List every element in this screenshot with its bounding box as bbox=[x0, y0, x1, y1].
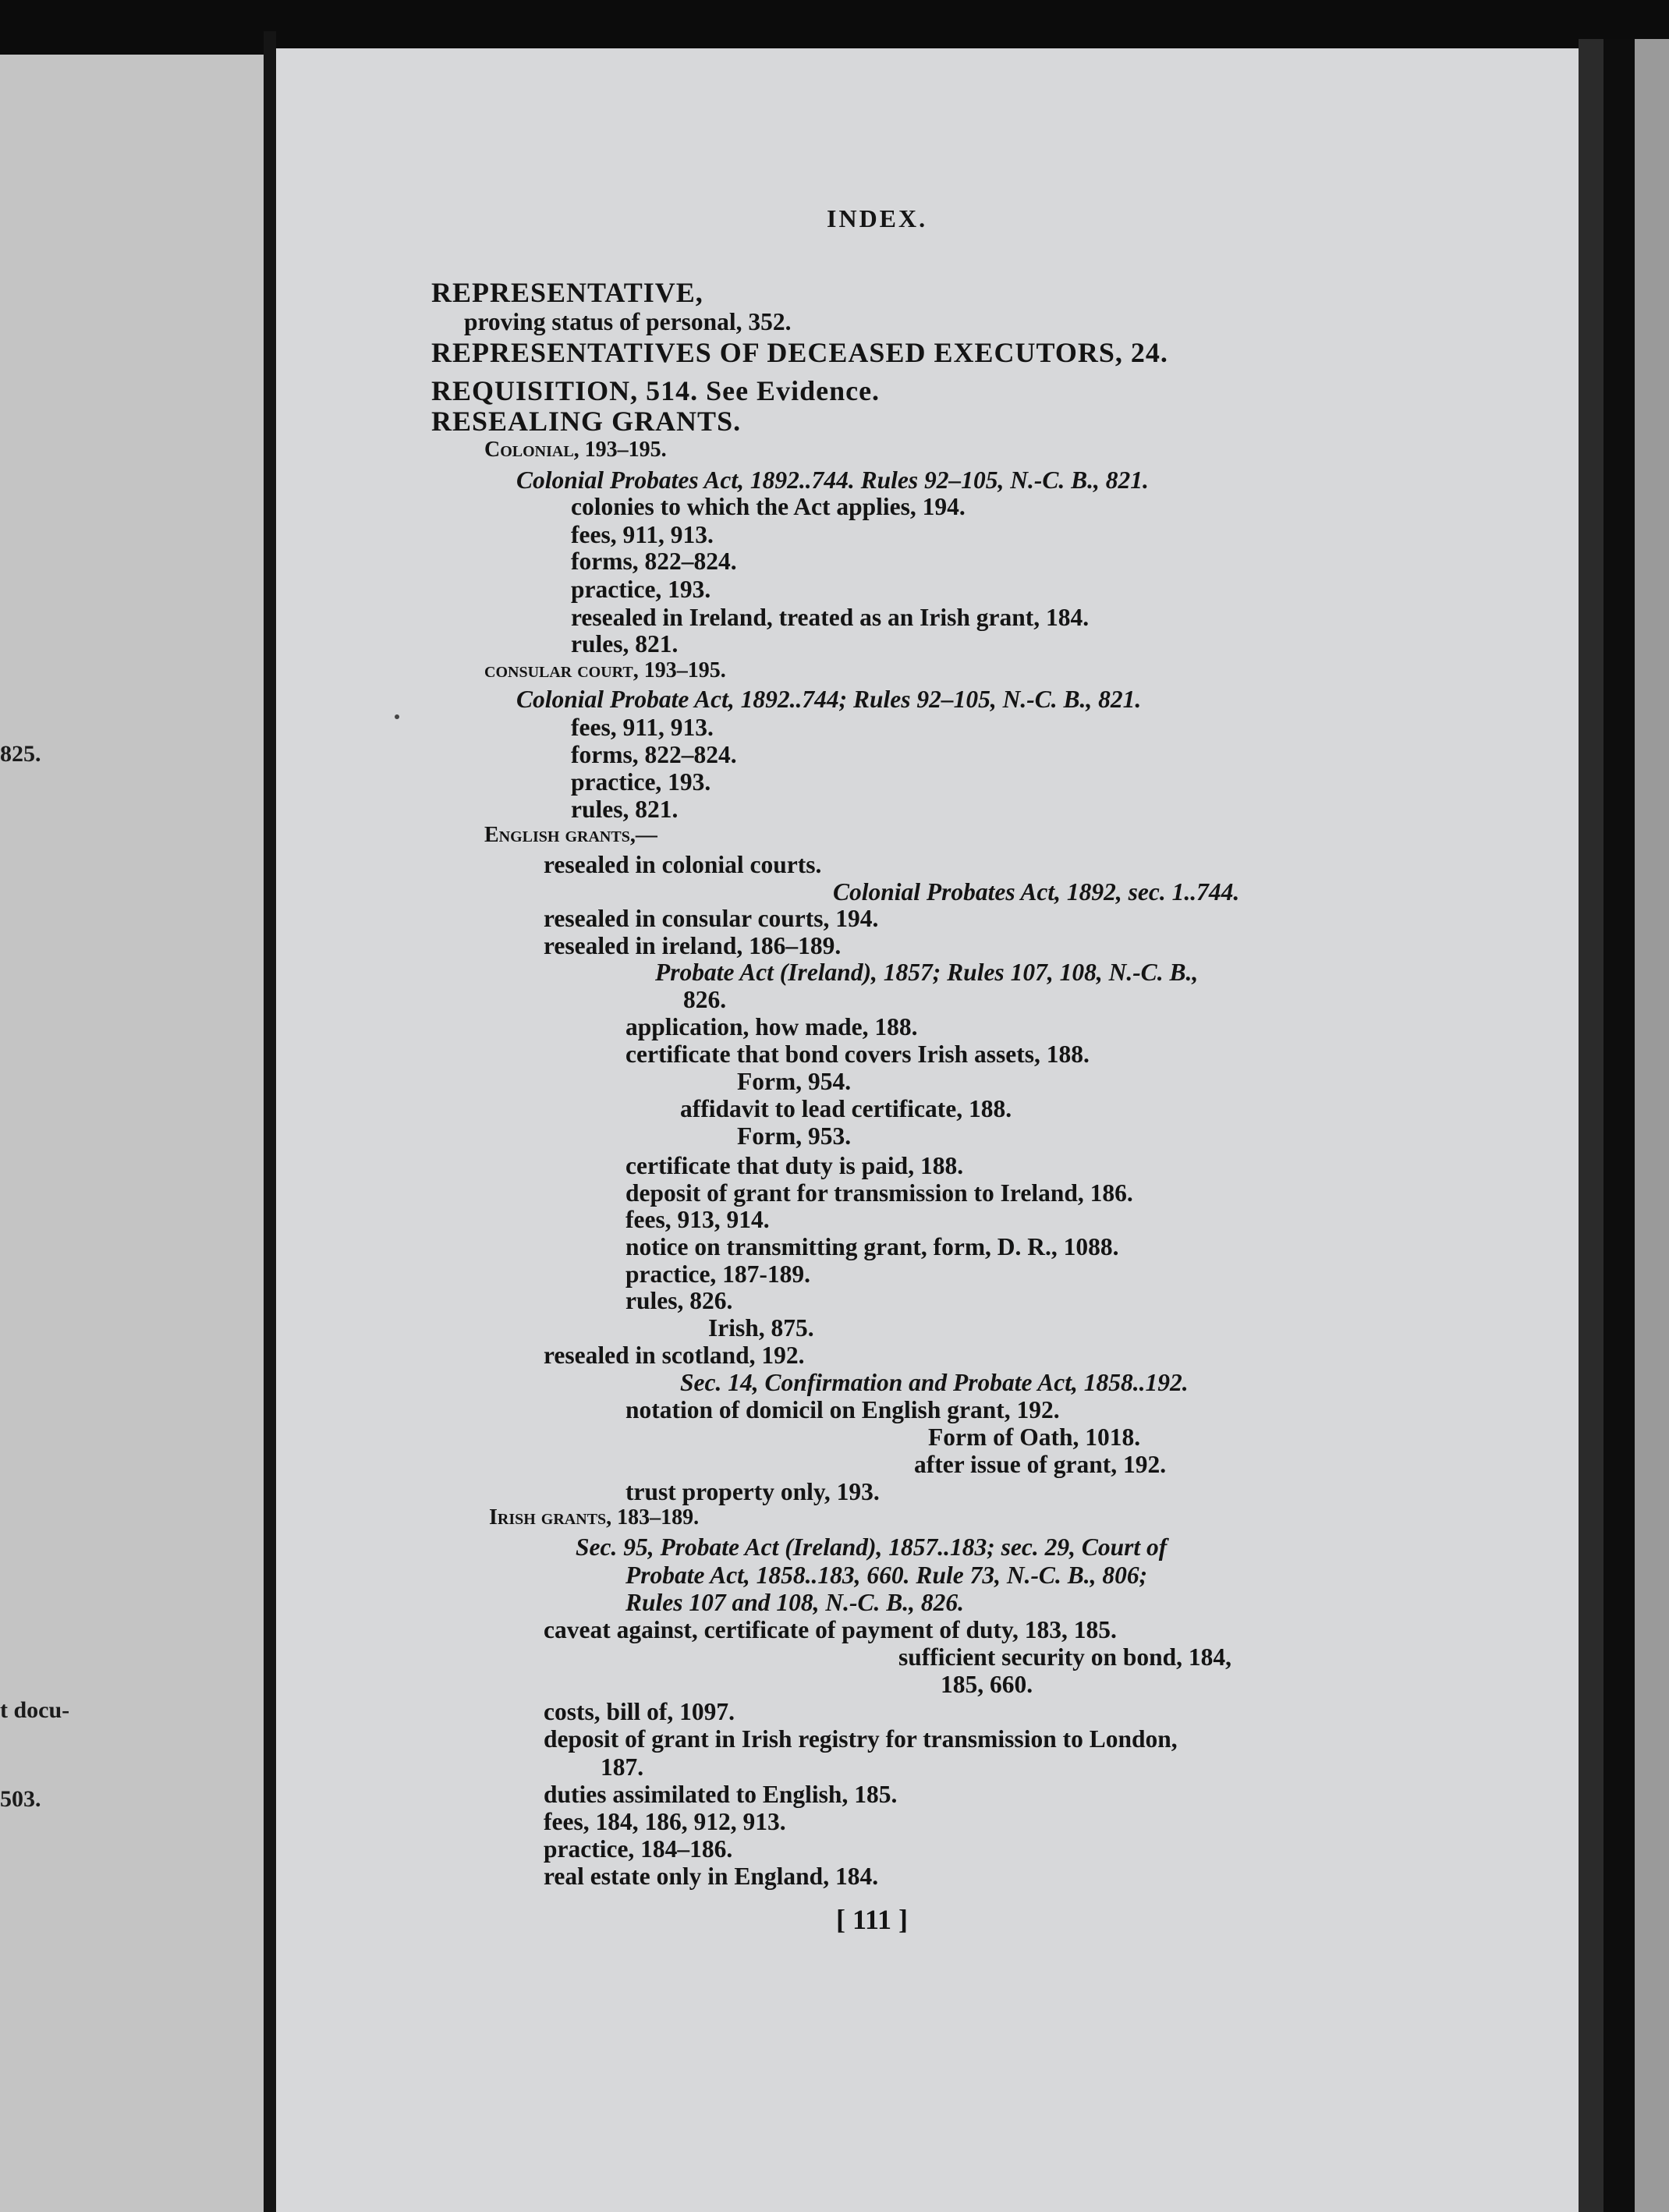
index-entry: real estate only in England, 184. bbox=[544, 1863, 879, 1890]
index-entry: fees, 913, 914. bbox=[625, 1206, 770, 1233]
index-entry: Sec. 14, Confirmation and Probate Act, 1858..192. bbox=[680, 1369, 1189, 1396]
index-entry: duties assimilated to English, 185. bbox=[544, 1781, 898, 1808]
index-entry: rules, 826. bbox=[625, 1287, 733, 1314]
page-header: INDEX. bbox=[827, 204, 928, 232]
index-entry: practice, 187-189. bbox=[625, 1260, 811, 1288]
index-entry: 826. bbox=[683, 986, 727, 1013]
index-entry: 185, 660. bbox=[941, 1671, 1033, 1698]
index-entry: application, how made, 188. bbox=[625, 1013, 918, 1040]
index-entry: proving status of personal, 352. bbox=[464, 308, 792, 335]
facing-page-fragment: 825. bbox=[0, 741, 41, 767]
index-entry: notice on transmitting grant, form, D. R., 1088. bbox=[625, 1233, 1119, 1260]
index-heading: REQUISITION, 514. See Evidence. bbox=[431, 375, 881, 406]
ink-speck bbox=[395, 714, 399, 719]
index-entry: Rules 107 and 108, N.-C. B., 826. bbox=[625, 1589, 965, 1616]
index-entry: Colonial Probate Act, 1892..744; Rules 92–105, N.-C. B., 821. bbox=[516, 686, 1142, 713]
index-entry: fees, 911, 913. bbox=[571, 521, 714, 548]
index-entry: caveat against, certificate of payment of duty, 183, 185. bbox=[544, 1616, 1117, 1643]
index-heading: RESEALING GRANTS. bbox=[431, 406, 742, 437]
index-entry: Colonial Probates Act, 1892, sec. 1..744. bbox=[833, 878, 1240, 906]
index-entry: Form, 953. bbox=[737, 1122, 852, 1150]
index-entry: colonies to which the Act applies, 194. bbox=[571, 493, 966, 520]
index-entry: Probate Act (Ireland), 1857; Rules 107, 108, N.-C. B., bbox=[655, 959, 1199, 986]
index-entry: resealed in Ireland, treated as an Irish grant, 184. bbox=[571, 604, 1090, 631]
index-entry: forms, 822–824. bbox=[571, 741, 737, 768]
index-entry: resealed in colonial courts. bbox=[544, 851, 822, 878]
facing-page-fragment: 503. bbox=[0, 1786, 41, 1812]
index-entry: Probate Act, 1858..183, 660. Rule 73, N.-C. B., 806; bbox=[625, 1562, 1148, 1589]
index-subheading: English grants,— bbox=[484, 823, 657, 847]
index-entry: Sec. 95, Probate Act (Ireland), 1857..183; sec. 29, Court of bbox=[576, 1533, 1168, 1561]
index-entry: certificate that bond covers Irish assets, 188. bbox=[625, 1040, 1090, 1068]
index-entry: 187. bbox=[601, 1753, 644, 1781]
index-entry: practice, 193. bbox=[571, 576, 711, 603]
index-entry: resealed in scotland, 192. bbox=[544, 1342, 805, 1369]
index-entry: fees, 184, 186, 912, 913. bbox=[544, 1808, 786, 1835]
index-entry: practice, 193. bbox=[571, 768, 711, 796]
index-subheading: consular court, 193–195. bbox=[484, 658, 726, 682]
index-entry: Colonial Probates Act, 1892..744. Rules 92–105, N.-C. B., 821. bbox=[516, 466, 1149, 494]
facing-page-fragment: t docu- bbox=[0, 1697, 70, 1723]
index-subheading: Irish grants, 183–189. bbox=[489, 1505, 700, 1530]
index-entry: after issue of grant, 192. bbox=[914, 1451, 1167, 1478]
index-subheading: Colonial, 193–195. bbox=[484, 438, 667, 462]
index-entry: rules, 821. bbox=[571, 796, 679, 823]
index-entry: Form of Oath, 1018. bbox=[928, 1423, 1141, 1451]
index-entry: costs, bill of, 1097. bbox=[544, 1698, 735, 1725]
index-entry: deposit of grant for transmission to Ireland, 186. bbox=[625, 1179, 1133, 1207]
index-entry: rules, 821. bbox=[571, 630, 679, 658]
index-entry: notation of domicil on English grant, 192. bbox=[625, 1396, 1060, 1423]
index-entry: sufficient security on bond, 184, bbox=[898, 1643, 1232, 1671]
index-entry: practice, 184–186. bbox=[544, 1835, 733, 1863]
index-entry: Irish, 875. bbox=[708, 1314, 814, 1342]
index-entry: forms, 822–824. bbox=[571, 548, 737, 575]
index-entry: trust property only, 193. bbox=[625, 1478, 880, 1505]
index-entry: resealed in consular courts, 194. bbox=[544, 905, 879, 932]
index-heading: REPRESENTATIVE, bbox=[431, 277, 703, 308]
index-entry: deposit of grant in Irish registry for transmission to London, bbox=[544, 1725, 1178, 1753]
index-entry: affidavit to lead certificate, 188. bbox=[680, 1095, 1012, 1122]
index-entry: resealed in ireland, 186–189. bbox=[544, 932, 842, 959]
index-heading: REPRESENTATIVES OF DECEASED EXECUTORS, 24. bbox=[431, 337, 1168, 368]
page-number: [ 111 ] bbox=[836, 1904, 909, 1935]
index-entry: certificate that duty is paid, 188. bbox=[625, 1152, 964, 1179]
index-entry: fees, 911, 913. bbox=[571, 714, 714, 741]
index-entry: Form, 954. bbox=[737, 1068, 852, 1095]
